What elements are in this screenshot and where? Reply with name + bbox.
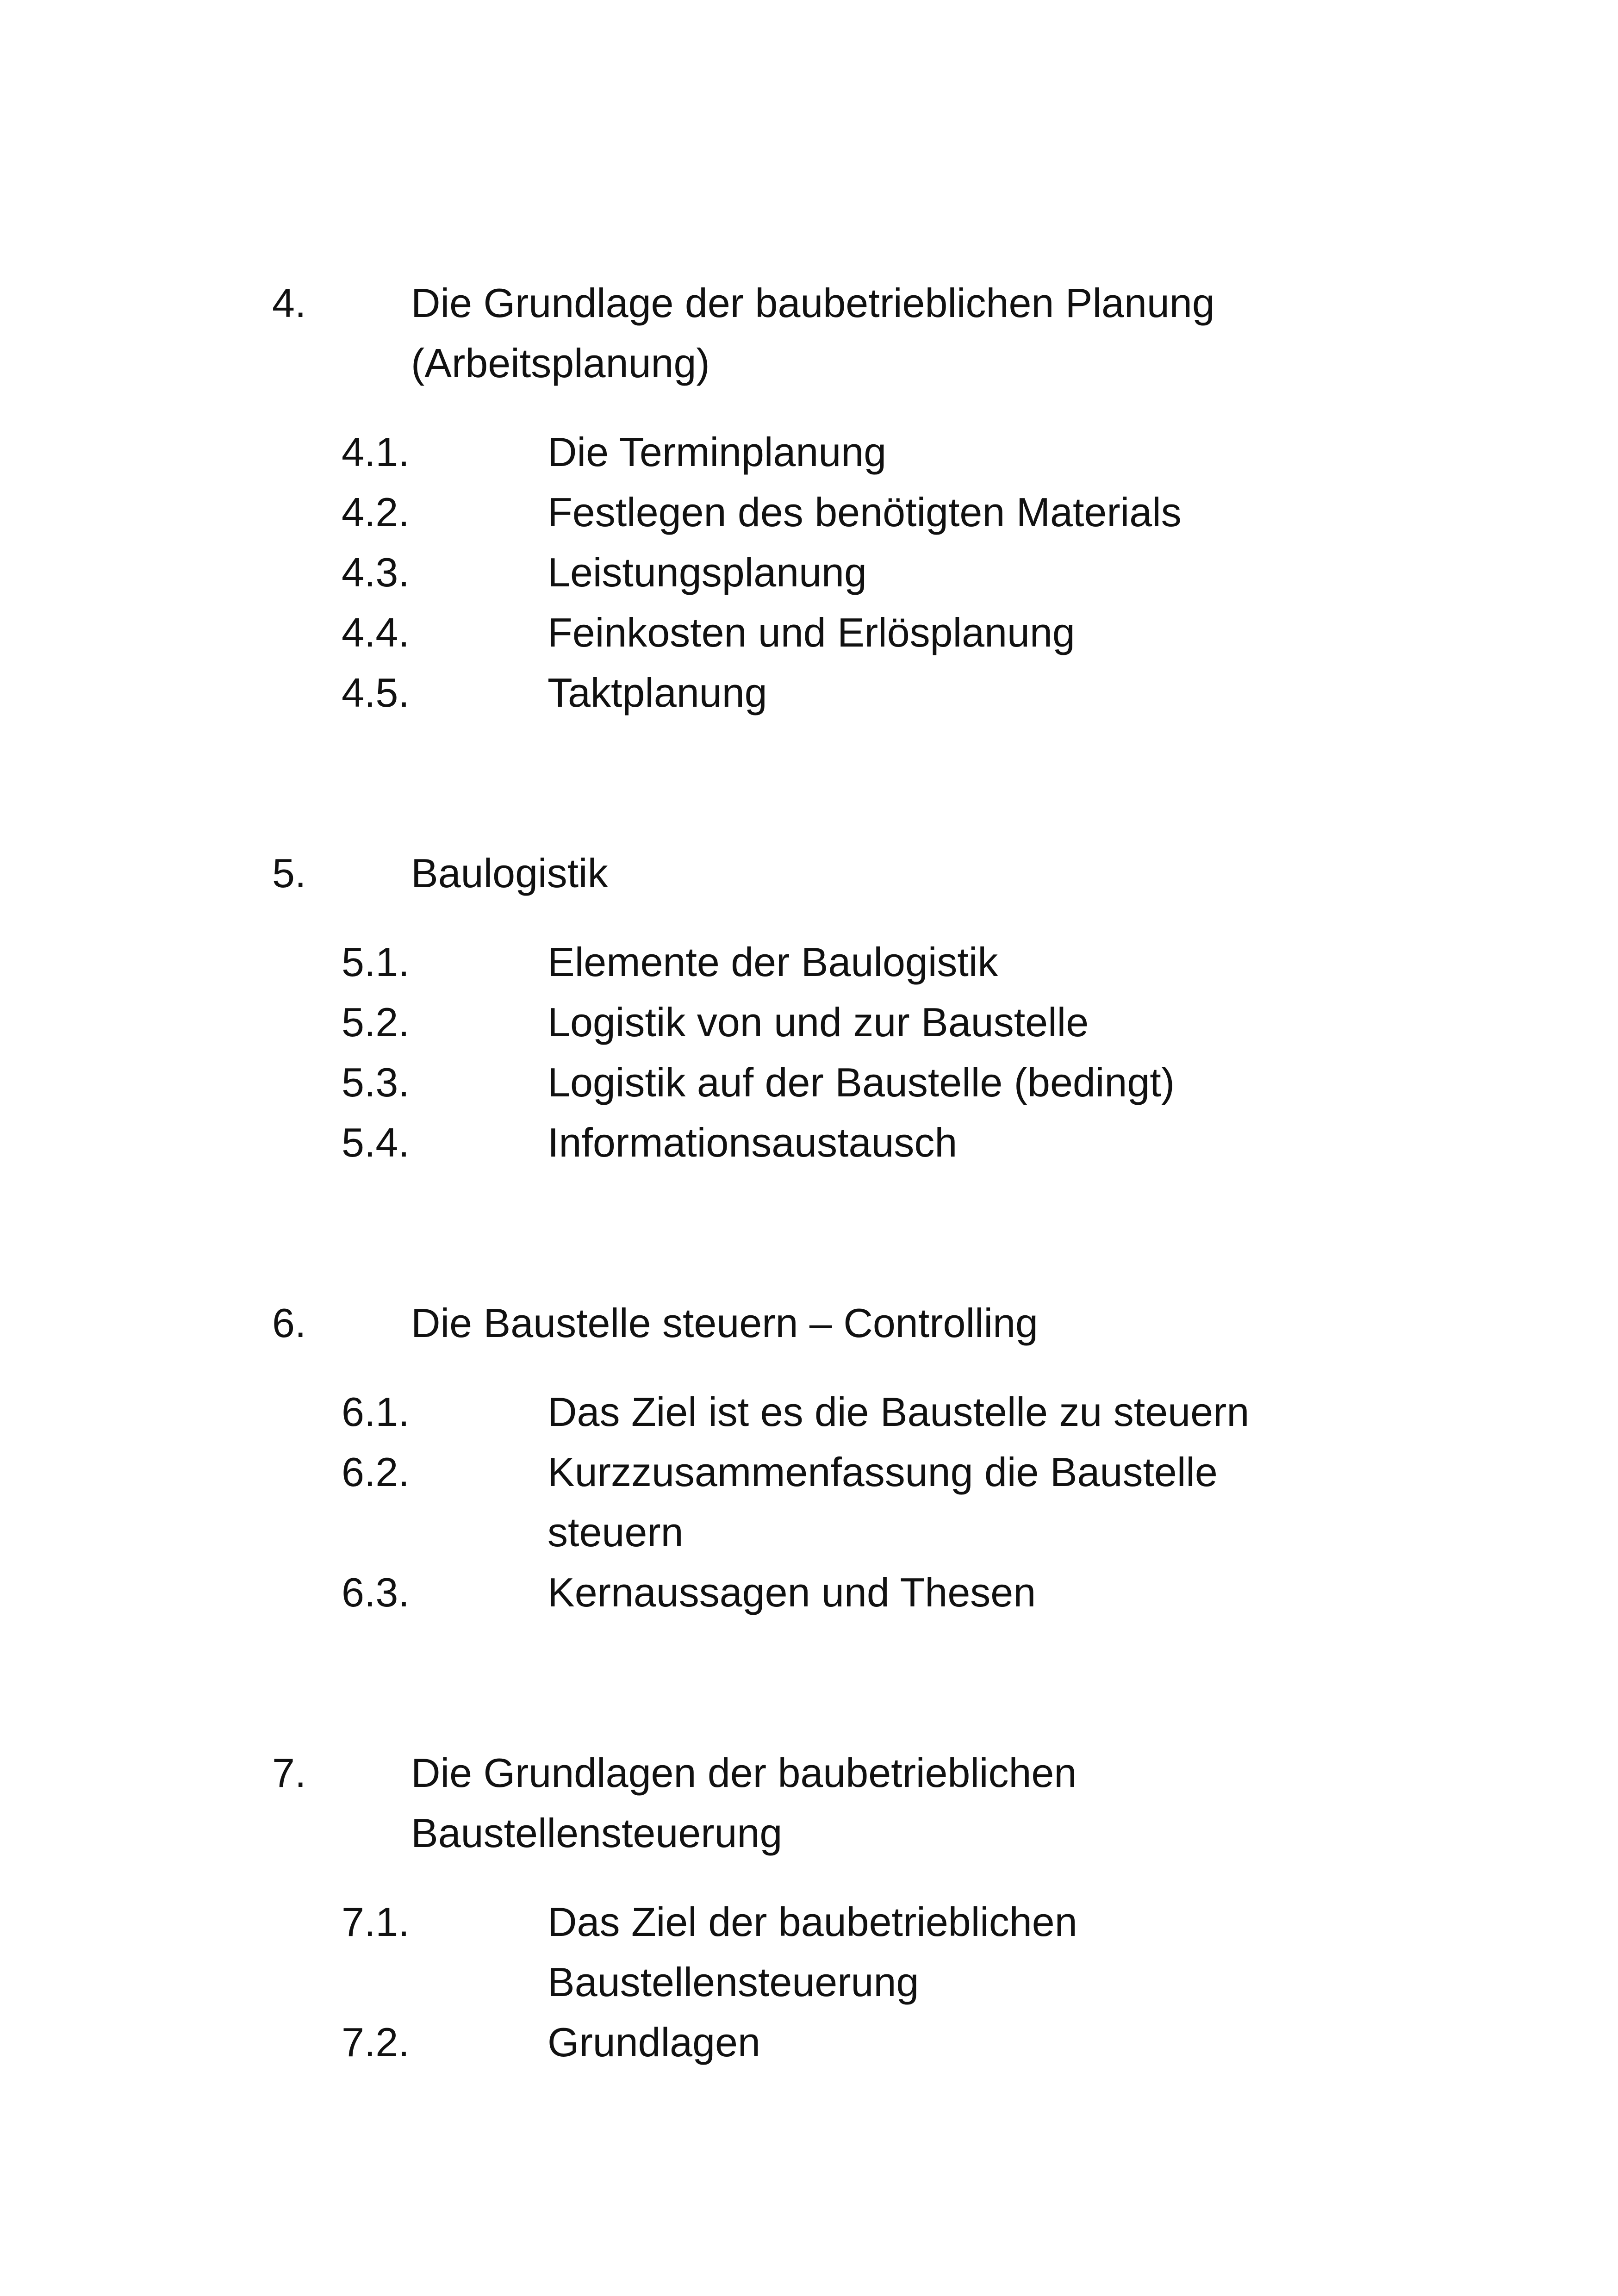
entry-number: 5.1. <box>342 939 410 985</box>
section-title-continuation <box>272 1803 1383 1863</box>
toc-entry-7-1 <box>272 1892 1383 1952</box>
entry-title: Logistik von und zur Baustelle <box>548 999 1089 1045</box>
subsection-list <box>272 422 1383 723</box>
toc-entry-4-4 <box>272 603 1383 663</box>
section-title <box>272 1293 1383 1353</box>
entry-number: 5.3. <box>342 1059 410 1105</box>
toc-entry-4-3 <box>272 542 1383 603</box>
toc-section-5 <box>272 843 1383 1173</box>
section-number: 7. <box>272 1750 306 1796</box>
toc-entry-5-1 <box>272 932 1383 992</box>
toc-section-4 <box>272 273 1383 723</box>
toc-entry-7-2 <box>272 2012 1383 2072</box>
toc-entry-4-5 <box>272 663 1383 723</box>
section-title-line: (Arbeitsplanung) <box>411 340 710 386</box>
section-title-line: Die Grundlage der baubetrieblichen Planung <box>411 280 1215 326</box>
entry-title: Taktplanung <box>548 670 767 716</box>
section-number: 6. <box>272 1300 306 1346</box>
entry-number: 6.3. <box>342 1569 410 1615</box>
entry-title: Das Ziel ist es die Baustelle zu steuern <box>548 1389 1250 1435</box>
section-title <box>272 843 1383 903</box>
subsection-list <box>272 932 1383 1173</box>
entry-title: Informationsaustausch <box>548 1120 958 1165</box>
subsection-list <box>272 1892 1383 2072</box>
entry-number: 6.2. <box>342 1449 410 1495</box>
subsection-list <box>272 1382 1383 1623</box>
section-number: 4. <box>272 280 306 326</box>
toc-entry-5-3 <box>272 1052 1383 1113</box>
toc-entry-4-2 <box>272 482 1383 542</box>
toc-entry-7-1-continuation <box>272 1952 1383 2012</box>
entry-title: Die Terminplanung <box>548 429 887 475</box>
toc-entry-4-1 <box>272 422 1383 482</box>
section-title-line: Die Grundlagen der baubetrieblichen <box>411 1750 1077 1796</box>
toc-entry-6-3 <box>272 1562 1383 1623</box>
entry-title: Kurzzusammenfassung die Baustelle <box>548 1449 1218 1495</box>
entry-title: steuern <box>548 1509 684 1555</box>
entry-title: Logistik auf der Baustelle (bedingt) <box>548 1059 1175 1105</box>
section-title-line: Die Baustelle steuern – Controlling <box>411 1300 1038 1346</box>
entry-number: 4.5. <box>342 670 410 716</box>
toc-entry-6-2-continuation <box>272 1502 1383 1562</box>
table-of-contents <box>272 273 1383 2072</box>
toc-section-7 <box>272 1743 1383 2072</box>
entry-number: 4.2. <box>342 489 410 535</box>
entry-number: 7.1. <box>342 1899 410 1945</box>
section-number: 5. <box>272 850 306 896</box>
entry-number: 7.2. <box>342 2019 410 2065</box>
entry-title: Grundlagen <box>548 2019 760 2065</box>
section-title-line: Baulogistik <box>411 850 608 896</box>
entry-title: Leistungsplanung <box>548 549 867 595</box>
section-title <box>272 1743 1383 1803</box>
entry-number: 4.1. <box>342 429 410 475</box>
toc-entry-5-2 <box>272 992 1383 1052</box>
entry-title: Elemente der Baulogistik <box>548 939 998 985</box>
section-title-continuation <box>272 333 1383 393</box>
entry-title: Festlegen des benötigten Materials <box>548 489 1182 535</box>
section-title <box>272 273 1383 333</box>
entry-number: 4.3. <box>342 549 410 595</box>
section-title-line: Baustellensteuerung <box>411 1810 783 1856</box>
entry-title: Feinkosten und Erlösplanung <box>548 610 1075 655</box>
entry-number: 6.1. <box>342 1389 410 1435</box>
entry-title: Das Ziel der baubetrieblichen <box>548 1899 1077 1945</box>
entry-title: Baustellensteuerung <box>548 1959 919 2005</box>
toc-section-6 <box>272 1293 1383 1623</box>
toc-entry-6-1 <box>272 1382 1383 1442</box>
toc-entry-6-2 <box>272 1442 1383 1502</box>
entry-title: Kernaussagen und Thesen <box>548 1569 1036 1615</box>
toc-entry-5-4 <box>272 1113 1383 1173</box>
entry-number: 5.4. <box>342 1120 410 1165</box>
entry-number: 5.2. <box>342 999 410 1045</box>
entry-number: 4.4. <box>342 610 410 655</box>
